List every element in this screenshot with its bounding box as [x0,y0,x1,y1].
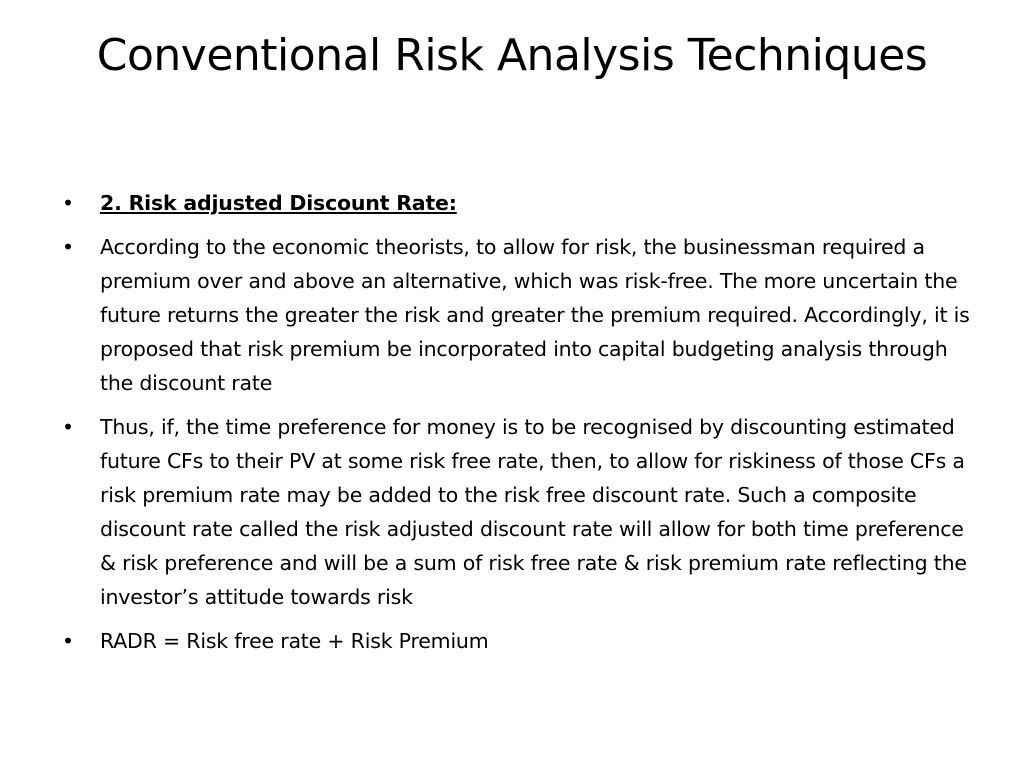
bullet-item [62,410,972,614]
section-heading: 2. Risk adjusted Discount Rate: [100,191,457,215]
bullet-icon: • [62,191,74,215]
bullet-item [62,624,972,658]
formula-text: RADR = Risk free rate + Risk Premium [100,629,489,653]
bullet-icon: • [62,629,74,653]
bullet-item [62,230,972,400]
bullet-text: Thus, if, the time preference for money is to be recognised by discounting estimated future CFs to their PV at some risk free rate, then, to allow for riskiness of those CFs a risk premium rate may be added to the risk free discount rate. Such a composite discount rate called the risk adjusted discount rate will allow for both time preference & risk preference and will be a sum of risk free rate & risk premium rate reflecting the investor’s attitude towards risk [100,415,967,609]
slide-title: Conventional Risk Analysis Techniques [96,30,928,81]
bullet-list [62,186,972,668]
bullet-icon: • [62,415,74,439]
bullet-icon: • [62,235,74,259]
bullet-item [62,186,972,220]
bullet-text: According to the economic theorists, to allow for risk, the businessman required a premium over and above an alternative, which was risk-free. The more uncertain the future returns the greater the risk and greater the premium required. Accordingly, it is proposed that risk premium be incorporated into capital budgeting analysis through the discount rate [100,235,970,395]
